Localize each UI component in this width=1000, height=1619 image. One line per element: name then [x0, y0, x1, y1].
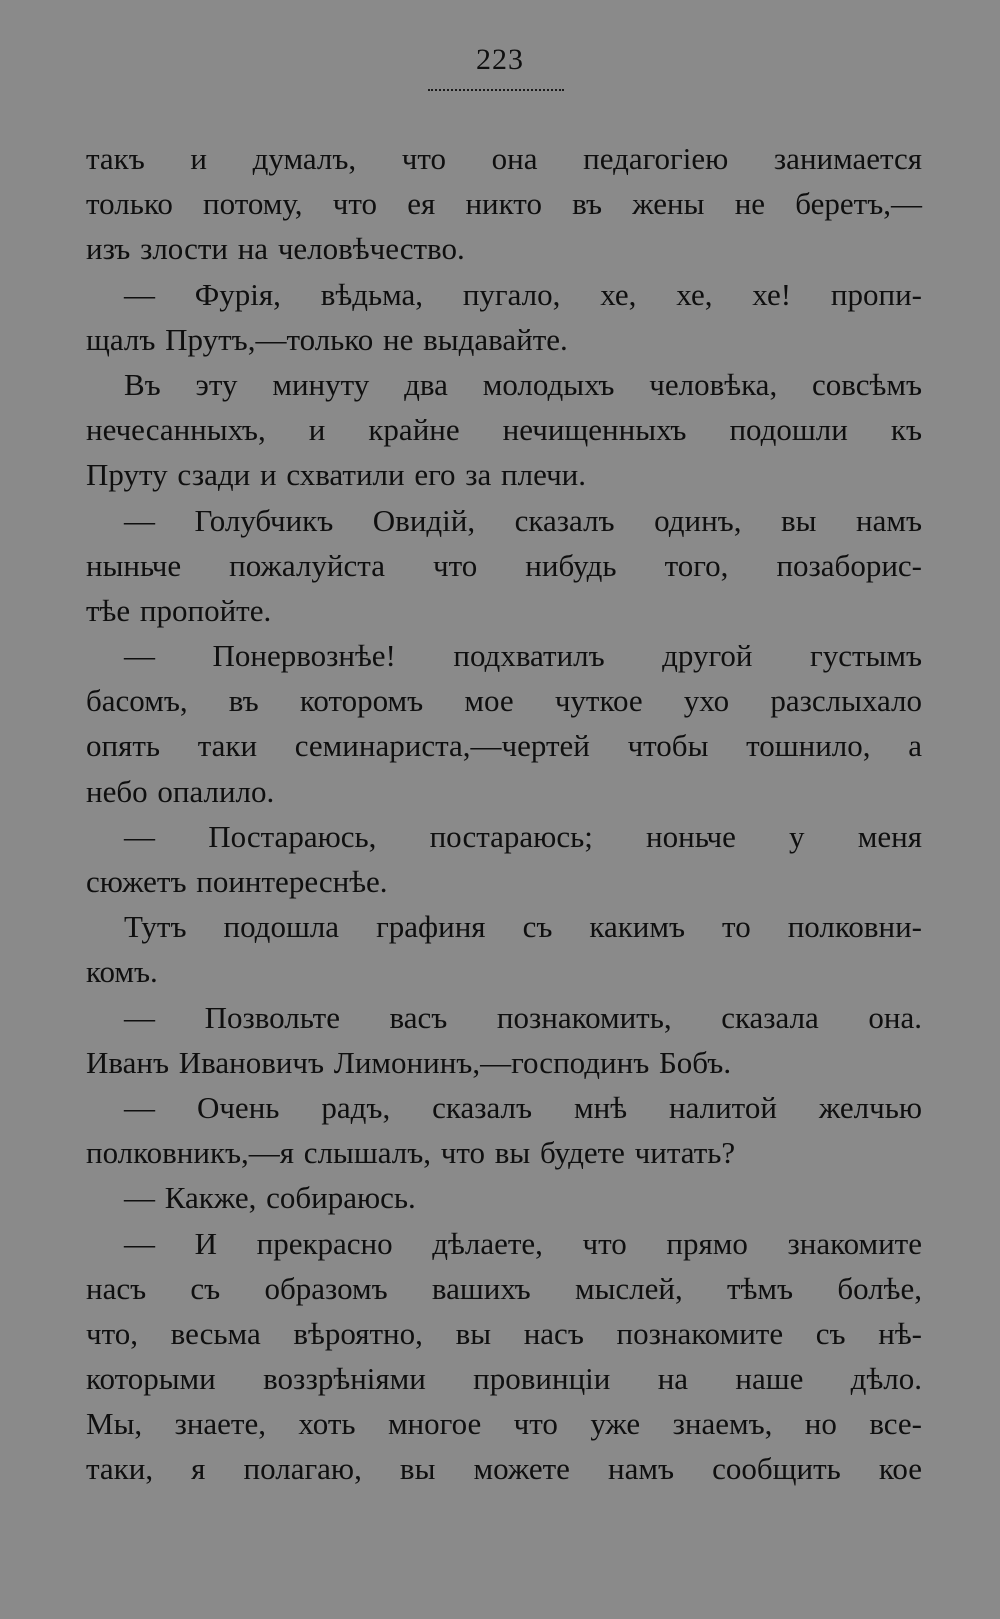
text-line: нечесанныхъ, и крайне нечищенныхъ подошли къ: [86, 412, 922, 448]
text-line: — Понервознѣе! подхватилъ другой густымъ: [124, 638, 922, 674]
text-line: ныньче пожалуйста что нибудь того, позаборис-: [86, 547, 922, 583]
text-line: — Голубчикъ Овидій, сказалъ одинъ, вы намъ: [124, 502, 922, 538]
text-line: таки, я полагаю, вы можете намъ сообщить кое: [86, 1451, 922, 1487]
text-line: тѣе пропойте.: [86, 592, 272, 628]
text-line: — Позвольте васъ познакомить, сказала она.: [124, 999, 922, 1035]
text-line: басомъ, въ которомъ мое чуткое ухо разслыхало: [86, 683, 922, 719]
text-line: такъ и думалъ, что она педагогіею занимается: [86, 141, 922, 176]
text-line: Мы, знаете, хоть многое что уже знаемъ, но все-: [86, 1406, 922, 1442]
text-line: полковникъ,—я слышалъ, что вы будете читать?: [86, 1135, 736, 1171]
text-line: насъ съ образомъ вашихъ мыслей, тѣмъ болѣе,: [86, 1270, 922, 1306]
text-line: — Очень радъ, сказалъ мнѣ налитой желчью: [124, 1089, 922, 1125]
text-line: изъ злости на человѣчество.: [86, 231, 465, 267]
text-line: Иванъ Ивановичъ Лимонинъ,—господинъ Бобъ.: [86, 1044, 732, 1080]
text-line: Въ эту минуту два молодыхъ человѣка, совсѣмъ: [124, 366, 922, 402]
text-line: что, весьма вѣроятно, вы насъ познакомите съ нѣ-: [86, 1315, 922, 1351]
text-line: щалъ Прутъ,—только не выдавайте.: [86, 321, 568, 357]
text-line: Тутъ подошла графиня съ какимъ то полковни-: [124, 909, 922, 945]
text-line: — Постараюсь, постараюсь; ноньче у меня: [124, 818, 922, 854]
text-line: небо опалило.: [86, 773, 275, 809]
text-line: — И прекрасно дѣлаете, что прямо знакомите: [124, 1225, 922, 1261]
text-line: — Какже, собираюсь.: [124, 1180, 416, 1216]
text-line: Пруту сзади и схватили его за плечи.: [86, 457, 587, 493]
page-number-rule: [428, 89, 564, 91]
body-text: [86, 136, 922, 1492]
text-line: которыми воззрѣніями провинціи на наше дѣло.: [86, 1361, 922, 1397]
text-line: комъ.: [86, 954, 158, 990]
text-line: сюжетъ поинтереснѣе.: [86, 864, 388, 899]
text-line: — Фурія, вѣдьма, пугало, хе, хе, хе! пропи-: [124, 276, 922, 312]
page-number: 223: [476, 43, 524, 76]
text-line: только потому, что ея никто въ жены не беретъ,—: [86, 186, 922, 222]
text-line: опять таки семинариста,—чертей чтобы тошнило, а: [86, 728, 922, 764]
